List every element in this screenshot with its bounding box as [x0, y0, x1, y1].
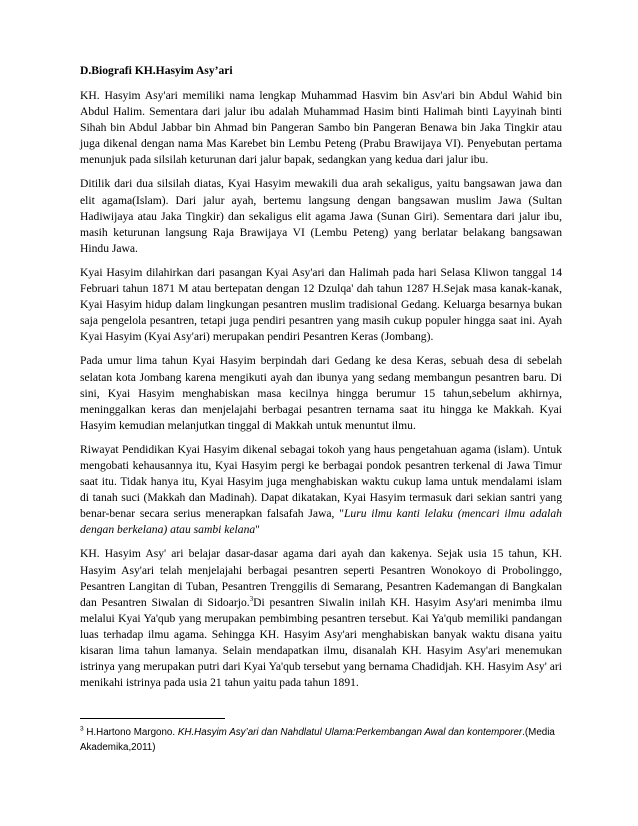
footnote-author: H.Hartono Margono.	[83, 727, 178, 738]
pesantren-text-b: Di pesantren Siwalin inilah KH. Hasyim Asy'ari menimba ilmu melalui Kyai Ya'qub yang merupakan pembimbing pesantren tersebut. Kai Ya'qub memiliki pandangan luas terhadap ilmu agama. Sehingga KH. Hasyim Asy'ari menghabiskan banyak waktu disana yaitu kisaran lima tahun lamanya. Selain mendapatkan ilmu, disanalah KH. Hasyim Asy'ari menemukan istrinya yang merupakan putri dari Kyai Ya'qub tersebut yang bernama Chadidjah. KH. Hasyim Asy' ari menikahi istrinya pada usia 21 tahun yaitu pada tahun 1891.	[80, 595, 562, 690]
paragraph-genealogy: KH. Hasyim Asy'ari memiliki nama lengkap Muhammad Hasvim bin Asv'ari bin Abdul Wahid bin Abdul Halim. Sementara dari jalur ibu adalah Muhammad Hasim binti Halimah binti Layyinah binti Sihah bin Abdul Jabbar bin Ahmad bin Pangeran Sambo bin Pangeran Benawa bin Jaka Tingkir atau juga dikenal dengan nama Mas Karebet bin Lembu Peteng (Prabu Brawijaya VI). Penyebutan pertama menunjuk pada silsilah keturunan dari jalur bapak, sedangkan yang kedua dari jalur ibu.	[80, 89, 562, 167]
section-title: D.Biografi KH.Hasyim Asy’ari	[80, 64, 233, 77]
paragraph-lineage-analysis: Ditilik dari dua silsilah diatas, Kyai Hasyim mewakili dua arah sekaligus, yaitu bangsawan jawa dan elit agama(Islam). Dari jalur ayah, bertemu langsung dengan bangsawan muslim Jawa (Sultan Hadiwijaya atau Jaka Tingkir) dan sekaligus elit agama Jawa (Sunan Giri). Sementara dari jalur ibu, masih keturunan langsung Raja Brawijaya VI (Lembu Peteng) yang berlatar belakang bangsawan Hindu Jawa.	[80, 177, 562, 255]
quote-close: "	[255, 523, 260, 537]
javanese-philosophy-quote: Luru ilmu kanti lelaku (mencari ilmu adalah dengan berkelana) atau sambi kelana	[80, 507, 562, 537]
education-text: Riwayat Pendidikan Kyai Hasyim dikenal sebagai tokoh yang haus pengetahuan agama (islam). Untuk mengobati kehausannya itu, Kyai Hasyim pergi ke berbagai pondok pesantren terkenal di Jawa Timur saat itu. Tidak hanya itu, Kyai Hasyim juga menghabiskan waktu cukup lama untuk mendalami islam di tanah suci (Makkah dan Madinah). Dapat dikatakan, Kyai Hasyim termasuk dari sekian santri yang benar-benar secara serius menerapkan falsafah Jawa, "	[80, 442, 562, 521]
paragraph-childhood: Pada umur lima tahun Kyai Hasyim berpindah dari Gedang ke desa Keras, sebuah desa di sebelah selatan kota Jombang karena mengikuti ayah dan ibunya yang sedang membangun pesantren baru. Di sini, Kyai Hasyim menghabiskan masa kecilnya hingga berumur 15 tahun,sebelum akhirnya, meninggalkan keras dan menjelajahi berbagai pesantren ternama saat itu hingga ke Makkah. Kyai Hasyim kemudian melanjutkan tinggal di Makkah untuk menuntut ilmu.	[80, 354, 562, 432]
footnote-reference[interactable]: 3	[249, 594, 254, 603]
paragraph-education-history	[80, 442, 562, 539]
footnote-divider	[80, 718, 225, 719]
paragraph-birth: Kyai Hasyim dilahirkan dari pasangan Kyai Asy'ari dan Halimah pada hari Selasa Kliwon tanggal 14 Februari tahun 1871 M atau bertepatan dengan 12 Dzulqa' dah tahun 1287 H.Sejak masa kanak-kanak, Kyai Hasyim hidup dalam lingkungan pesantren muslim tradisional Gedang. Keluarga besarnya bukan saja pengelola pesantren, tetapi juga pendiri pesantren yang masih cukup populer hingga saat ini. Ayah Kyai Hasyim (Kyai Asy'ari) merupakan pendiri Pesantren Keras (Jombang).	[80, 265, 562, 344]
paragraph-pesantren-journey	[80, 546, 562, 691]
pesantren-text-a: KH. Hasyim Asy' ari belajar dasar-dasar agama dari ayah dan kakenya. Sejak usia 15 tahun, KH. Hasyim Asy'ari telah menjelajahi berbagai pesantren seperti Pesantren Wonokoyo di Probolinggo, Pesantren Langitan di Tuban, Pesantren Trenggilis di Semarang, Pesantren Kademangan di Bangkalan dan Pesantren Siwalan di Sidoarjo.	[80, 547, 562, 609]
document-body	[80, 63, 562, 699]
footnote	[80, 725, 562, 755]
footnote-number: 3	[80, 725, 84, 733]
footnote-book-title: KH.Hasyim Asy’ari dan Nahdlatul Ulama:Perkembangan Awal dan kontemporer	[177, 727, 523, 738]
footnote-publisher: .(Media Akademika,2011)	[80, 727, 555, 753]
